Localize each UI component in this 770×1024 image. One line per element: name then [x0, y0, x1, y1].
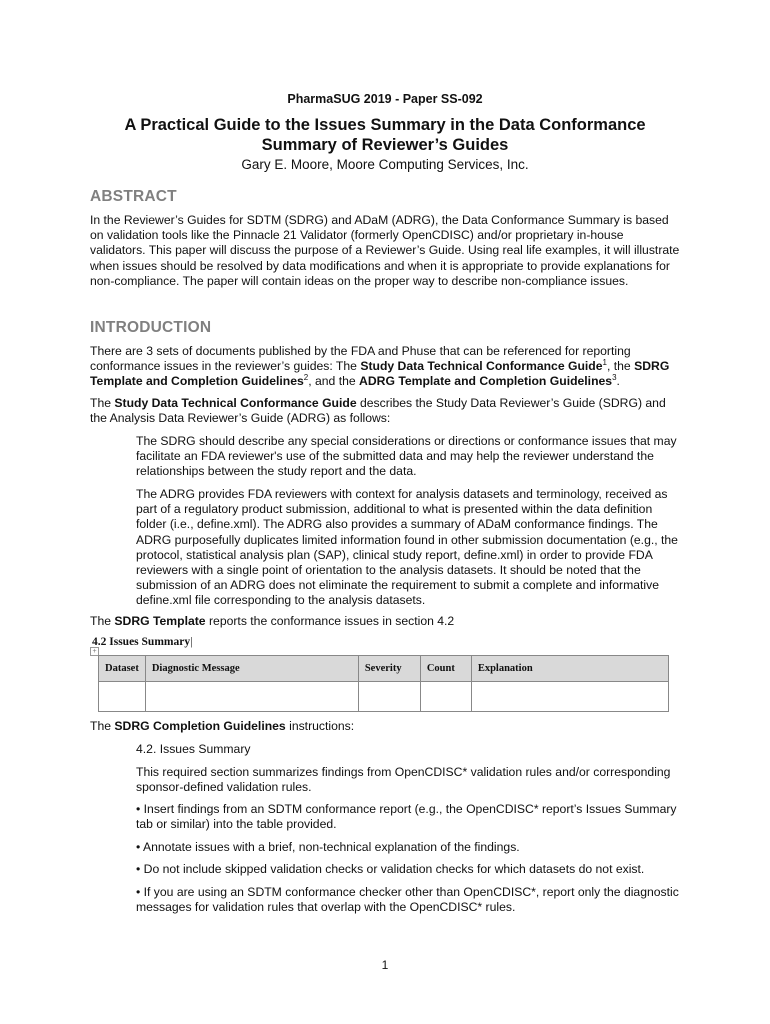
title-line-1: A Practical Guide to the Issues Summary in the Data Conformance: [124, 116, 646, 134]
text-run: , the: [606, 359, 635, 374]
column-header: Dataset: [99, 656, 146, 682]
text-run: The: [90, 396, 115, 410]
completion-bullet: • Annotate issues with a brief, non-technical explanation of the findings.: [136, 840, 520, 854]
abstract-text: In the Reviewer’s Guides for SDTM (SDRG) and ADaM (ADRG), the Data Conformance Summary is based on validation tools like the Pinnacle 21 Validator (formerly OpenCDISC) and/or proprietary in-house validators. This paper will discuss the purpose of a Reviewer’s Guide. Using real life examples, it will illustrate when issues should be resolved by data modifications and when it is appropriate to provide explanations for non-compliance. The paper will contain ideas on the proper way to describe non-compliance issues.: [90, 213, 680, 288]
text-run: .: [616, 374, 620, 389]
page-number: 1: [381, 958, 389, 972]
table-row: [99, 682, 669, 712]
footnote-ref: 1: [602, 358, 607, 368]
issues-summary-table: [98, 655, 669, 712]
abstract-heading: ABSTRACT: [90, 188, 177, 205]
table-header-row: [99, 656, 669, 682]
column-header: Diagnostic Message: [145, 656, 358, 682]
text-run: describes the Study Data Reviewer’s Guide (SDRG) and the Analysis Data Reviewer’s Guide (ADRG) as follows:: [90, 396, 666, 426]
bold-term: Study Data Technical Conformance Guide: [114, 396, 357, 410]
intro-paragraph-1: [90, 344, 680, 390]
bold-term: ADRG Template and Completion Guidelines: [359, 374, 613, 389]
table-cell[interactable]: [99, 682, 146, 712]
text-run: There are 3 sets of documents published by the FDA and Phuse that can be referenced for reporting conformance issues in the reviewer’s guides: The: [90, 344, 631, 374]
table-cell[interactable]: [471, 682, 668, 712]
adrg-quote: The ADRG provides FDA reviewers with context for analysis datasets and terminology, received as part of a regulatory product submission, additional to what is presented within the data definition folder (i.e., define.xml). The ADRG also provides a summary of ADaM conformance findings. The ADRG purposefully duplicates limited information found in other submission documentation (e.g., the protocol, statistical analysis plan (SAP), clinical study report, define.xml) in order to provide FDA reviewers with a single point of orientation to the analysis datasets. It should be noted that the submission of an ADRG does not eliminate the requirement to submit a complete and informative define.xml file corresponding to the analysis datasets.: [136, 487, 678, 608]
introduction-heading: INTRODUCTION: [90, 319, 212, 336]
bold-term: SDRG Template and Completion Guidelines: [90, 359, 670, 389]
title-line-2: Summary of Reviewer’s Guides: [261, 136, 509, 154]
bold-term: Study Data Technical Conformance Guide: [360, 359, 603, 374]
column-header: Severity: [358, 656, 420, 682]
intro-paragraph-2: [90, 396, 680, 426]
sdrg-quote: The SDRG should describe any special considerations or directions or conformance issues that may facilitate an FDA reviewer's use of the submitted data and may help the reviewer understand the relationships between the study report and the data.: [136, 434, 677, 479]
text-run: instructions:: [285, 719, 355, 733]
intro-paragraph-3: [90, 614, 680, 629]
completion-intro: [90, 719, 680, 734]
footnote-ref: 2: [303, 373, 309, 383]
table-cell[interactable]: [358, 682, 420, 712]
conference-label: PharmaSUG 2019 - Paper SS-092: [287, 92, 483, 106]
bold-term: SDRG Completion Guidelines: [114, 719, 286, 733]
paper-title: [90, 115, 680, 155]
text-run: The: [90, 719, 115, 733]
table-cell[interactable]: [420, 682, 471, 712]
footnote-ref: 3: [612, 373, 617, 383]
completion-bullet: • Do not include skipped validation checks or validation checks for which datasets do not exist.: [136, 862, 645, 876]
table-move-handle-icon[interactable]: +: [90, 647, 99, 656]
completion-bullet: • If you are using an SDTM conformance checker other than OpenCDISC*, report only the diagnostic messages for validation rules that overlap with the OpenCDISC* rules.: [136, 885, 679, 915]
column-header: Count: [420, 656, 471, 682]
text-run: , and the: [308, 374, 360, 389]
text-run: The: [90, 614, 115, 628]
completion-bullet: • Insert findings from an SDTM conformance report (e.g., the OpenCDISC* report’s Issues Summary tab or similar) into the table provided.: [136, 802, 677, 832]
text-run: reports the conformance issues in section 4.2: [205, 614, 455, 628]
completion-item-intro: This required section summarizes findings from OpenCDISC* validation rules and/or corresponding sponsor-defined validation rules.: [136, 765, 671, 795]
issues-table-caption: [92, 636, 192, 648]
table-cell[interactable]: [145, 682, 358, 712]
completion-item-heading: 4.2. Issues Summary: [136, 742, 251, 756]
author-line: Gary E. Moore, Moore Computing Services, Inc.: [241, 157, 529, 172]
caption-text: 4.2 Issues Summary: [92, 636, 191, 648]
column-header: Explanation: [471, 656, 668, 682]
text-cursor: |: [190, 636, 193, 648]
bold-term: SDRG Template: [114, 614, 206, 628]
